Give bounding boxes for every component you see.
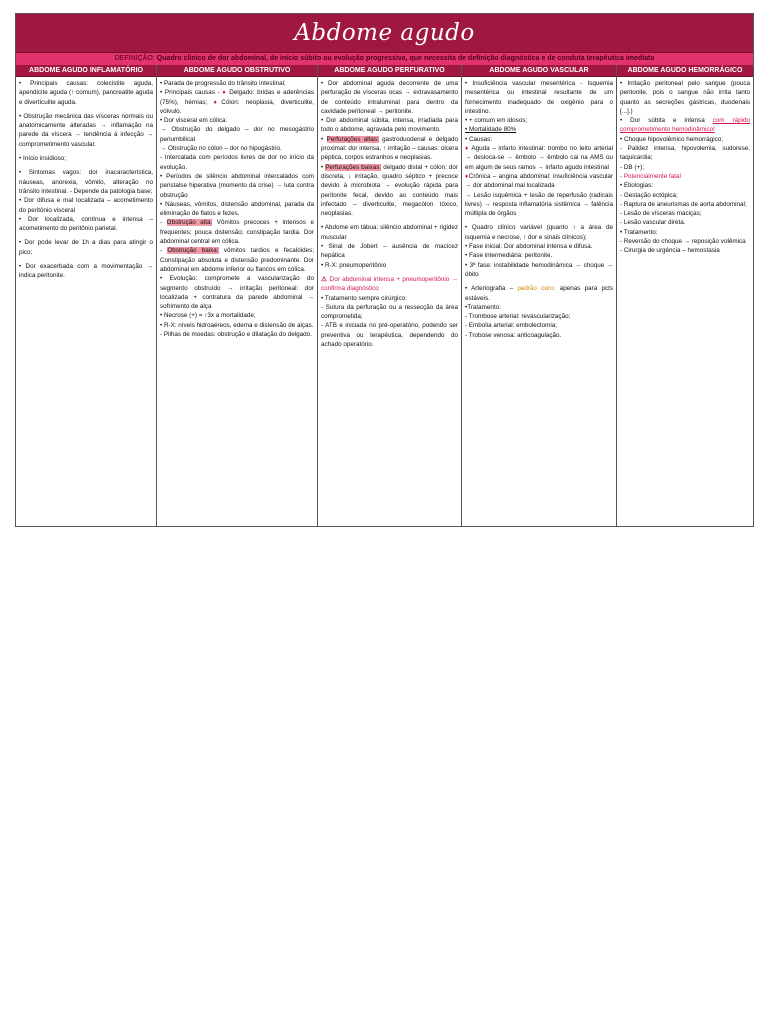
text-line: - Embolia arterial: embolectomia; — [465, 322, 558, 330]
column-vascular — [462, 65, 617, 526]
text-line: - Obstrução alta: Vômitos precoces + intensos e frequentes; pouca distensão; constipação tardia. Dor abdominal central em cólica. — [160, 219, 314, 246]
page-title: Abdome agudo — [294, 20, 475, 46]
text-line: - Reversão do choque → reposição volêmica — [620, 238, 746, 246]
text-line: - Palidez intensa, hipovolemia, sudorese, taquicardia; — [620, 145, 750, 162]
text-line: - ATB e iniciada no pré-operatório, podendo ser preventiva ou terapêutica, dependendo do achado operatório. — [321, 322, 458, 349]
text-line: • Dor exacerbada com a movimentação → indica peritonite. — [19, 263, 153, 280]
text-line: - Potencialmente fatal — [620, 172, 681, 180]
text-line: • Início insidioso; — [19, 155, 67, 163]
columns — [16, 65, 753, 526]
text-line: ⚠ Dor abdominal intensa + pneumoperitônio → confirma diagnóstico — [321, 275, 458, 293]
highlight: Obstrução baixa: — [167, 247, 219, 255]
column-obstrutivo — [157, 65, 318, 526]
text-line: • Choque hipovolêmico hemorrágico; — [620, 135, 724, 143]
text-line: - Intercalada com períodos livres de dor no início da evolução. — [160, 154, 314, 171]
summary-sheet — [15, 13, 754, 527]
text-line: - DB (+); — [620, 163, 644, 171]
column-hemorragico — [617, 65, 753, 526]
text-line: • Fase intermediária: peritonite. — [465, 252, 553, 260]
definition-bar — [16, 53, 753, 65]
warning-icon: ⚠ — [321, 275, 328, 283]
text-line: • Dor difusa e mal localizada – acometimento do peritônio visceral — [19, 197, 153, 214]
column-header: ABDOME AGUDO PERFURATIVO — [318, 65, 461, 77]
text-line: - Lesão de vísceras maciças; — [620, 210, 702, 218]
text-line: • Dor visceral em cólica: — [160, 117, 228, 125]
text-line: • Sintomas vagos: dor inacaracterística, náuseas, anorexia, vômito, alteração no trânsito intestinal. - Depende da patologia base; — [19, 169, 153, 195]
text-line: - Lesão vascular direta. — [620, 219, 686, 227]
text-line: • Dor localizada, contínua e intensa – acometimento do peritônio parietal. — [19, 215, 153, 233]
gold-standard-label: padrão ouro: — [517, 285, 556, 293]
text-line: • 3ª fase: instabilidade hemodinâmica → choque → óbito — [465, 261, 613, 278]
text-line: • Irritação peritoneal pelo sangue (pouca peritonite, pois o sangue não irrita tanto quanto as secreções gástricas, duodenais [...].) — [620, 80, 750, 115]
text-line: - Cirurgia de urgência – hemostasia — [620, 247, 720, 255]
column-header: ABDOME AGUDO HEMORRÁGICO — [617, 65, 753, 77]
text-line: • Dor abdominal aguda decorrente de uma perfuração de vísceras ocas → extravasamento de conteúdo intraluminal para dentro da cavidade peritoneal → peritonite. — [321, 80, 458, 115]
text-line: • Arteriografia – padrão ouro: apenas para pcts estáveis. — [465, 285, 613, 302]
diamond-icon: ♦ — [213, 98, 222, 106]
text-line: • Fase inicial: Dor abdominal intensa e difusa. — [465, 243, 593, 251]
highlight: Obstrução alta: — [166, 219, 213, 227]
column-header: ABDOME AGUDO OBSTRUTIVO — [157, 65, 317, 77]
text-line: • + comum em idosos; — [465, 117, 528, 125]
column-body — [318, 77, 461, 351]
text-line: - Pilhas de moedas: obstrução e dilatação do delgado. — [160, 331, 312, 339]
column-header: ABDOME AGUDO VASCULAR — [462, 65, 616, 77]
text-line: • R-X: níveis hidroaéreos, edema e distensão de alças. — [160, 321, 314, 329]
text-line: • Dor súbita e intensa com rápido comprometimento hemodinâmico! — [620, 117, 750, 134]
text-line: • Principais causas: colecistite aguda, apendicite aguda (↑ comum), pancreatite aguda e diverticulite aguda. — [19, 80, 153, 106]
text-line: • Causas: — [465, 135, 493, 143]
text-line: - Sutura da perfuração ou a ressecção da área comprometida; — [321, 303, 458, 321]
text-line: • Tratamento sempre cirúrgico: — [321, 294, 407, 302]
highlight: Perfurações baixas: — [325, 163, 382, 171]
text-line: • Perfurações altas: gastroduodenal e delgado proximal: dor intensa, ↑ irritação – causas: úlcera péptica, corpos estranhos e neoplasias. — [321, 135, 458, 162]
text-line: - Raptura de aneurismas de aorta abdominal; — [620, 200, 747, 208]
column-body — [462, 77, 616, 342]
definition-text: Quadro clínico de dor abdominal, de início súbito ou evolução progressiva, que necessita de definição diagnóstica e de conduta terapêutica imediata — [156, 55, 655, 62]
text-line: • Tratamento: — [620, 228, 658, 236]
text-line: • Períodos de silêncio abdominal intercalados com peristalse hiperativa (momento da crise) → luta contra obstrução — [160, 172, 314, 199]
column-body — [16, 77, 156, 283]
diamond-icon: ♦ — [222, 89, 227, 97]
title-bar — [16, 14, 753, 53]
diamond-icon: ♦ — [465, 172, 469, 180]
text-line: • Dor abdominal súbita, intensa, irradiada para todo o abdome, agravada pelo movimento. — [321, 117, 458, 134]
text-line: •Tratamento: — [465, 303, 501, 311]
text-line: • Perfurações baixas: delgado distal + cólon: dor discreta, ↓ irritação, quadro séptico + precoce devido à microbiota → evolução rápida para peritonite fecal, devido ao conteúdo mais infectado – diverticulite, megacólon tóxico, neoplasias. — [321, 163, 458, 218]
text-line: • Obstrução mecânica das vísceras normais ou anatomicamente alteradas → inflamação na parede da víscera → tendência à infecção → comprometimento vascular. — [19, 112, 153, 148]
text-line: • Parada de progressão do trânsito intestinal; — [160, 80, 286, 87]
text-line: → Obstrução no cólon – dor no hipogástrio. — [160, 145, 282, 153]
definition-label: DEFINIÇÃO: — [114, 55, 155, 62]
text-line: • Mortalidade 80% — [465, 126, 517, 134]
text-line: - Gestação ectópica; — [620, 191, 678, 199]
text-line: - Obstrução baixa: vômitos tardios e fecalóides; Constipação absoluta e distensão predominante. Dor abdominal em abdome inferior ou flancos em cólica. — [160, 247, 314, 273]
column-body — [617, 77, 753, 258]
text-line: - Trombose arterial: revascularização; — [465, 313, 571, 321]
diamond-icon: ♦ — [465, 145, 470, 153]
text-line: • Abdome em tábua: silêncio abdominal + rigidez muscular — [321, 224, 458, 241]
column-inflamatorio — [16, 65, 157, 526]
text-line: • Principais causas - ♦ Delgado: bridas e aderências (75%), hérnias; ♦Cólon: neoplasia, diverticulite, vólvulo. — [160, 89, 315, 115]
column-perfurativo — [318, 65, 462, 526]
column-header: ABDOME AGUDO INFLAMATÓRIO — [16, 65, 156, 77]
text-line: • Evolução: compromete a vascularização do segmento obstruído → irritação peritoneal: dor localizada + contratura da parede abdominal → sofrimento de alça — [160, 275, 314, 311]
column-body — [157, 77, 317, 341]
text-line: • Insuficiência vascular mesentérica - Isquemia mesentérica ou intestinal resultante de um fornecimento inadequado de oxigênio para o intestino. — [465, 80, 613, 115]
text-line: • Náuseas, vômitos, distensão abdominal, parada da eliminação de flatos e fezes. — [160, 200, 314, 218]
text-line: • Quadro clínico variável (quanto ↑ a área de isquemia e necrose, ↑ dor e sinais clínicos); — [465, 224, 613, 241]
text-line: - Trobose venosa: anticoagulação. — [465, 331, 562, 339]
text-line: • Etiologias: — [620, 182, 654, 190]
text-line: • Necrose (+) = ↑3x a mortalidade; — [160, 312, 256, 320]
text-line: → Obstrução do delgado – dor no mesogástrio periumbilical — [160, 126, 314, 143]
text-line: ♦Crônica – angina abdominal: insuficiência vascular → dor abdominal mal localizada — [465, 172, 613, 190]
text-line: → Lesão isquêmica + lesão de reperfusão (radicais livres) → resposta inflamatória sistêmica → falência múltipla de órgãos — [465, 191, 613, 218]
text-line: • Dor pode levar de 1h a dias para atingir o pico; — [19, 239, 153, 256]
text-line: ♦ Aguda – infarto intestinal: trombo no leito arterial → desloca-se → êmbolo → êmbolo cai na AMS ou em algum de seus ramos → infarto agudo intestinal — [465, 145, 613, 171]
text-line: • R-X: pneumoperitônio — [321, 261, 387, 269]
highlight: Perfurações altas: — [326, 135, 379, 143]
text-line: • Sinal de Jobert – ausência de macicez hepática — [321, 243, 458, 260]
